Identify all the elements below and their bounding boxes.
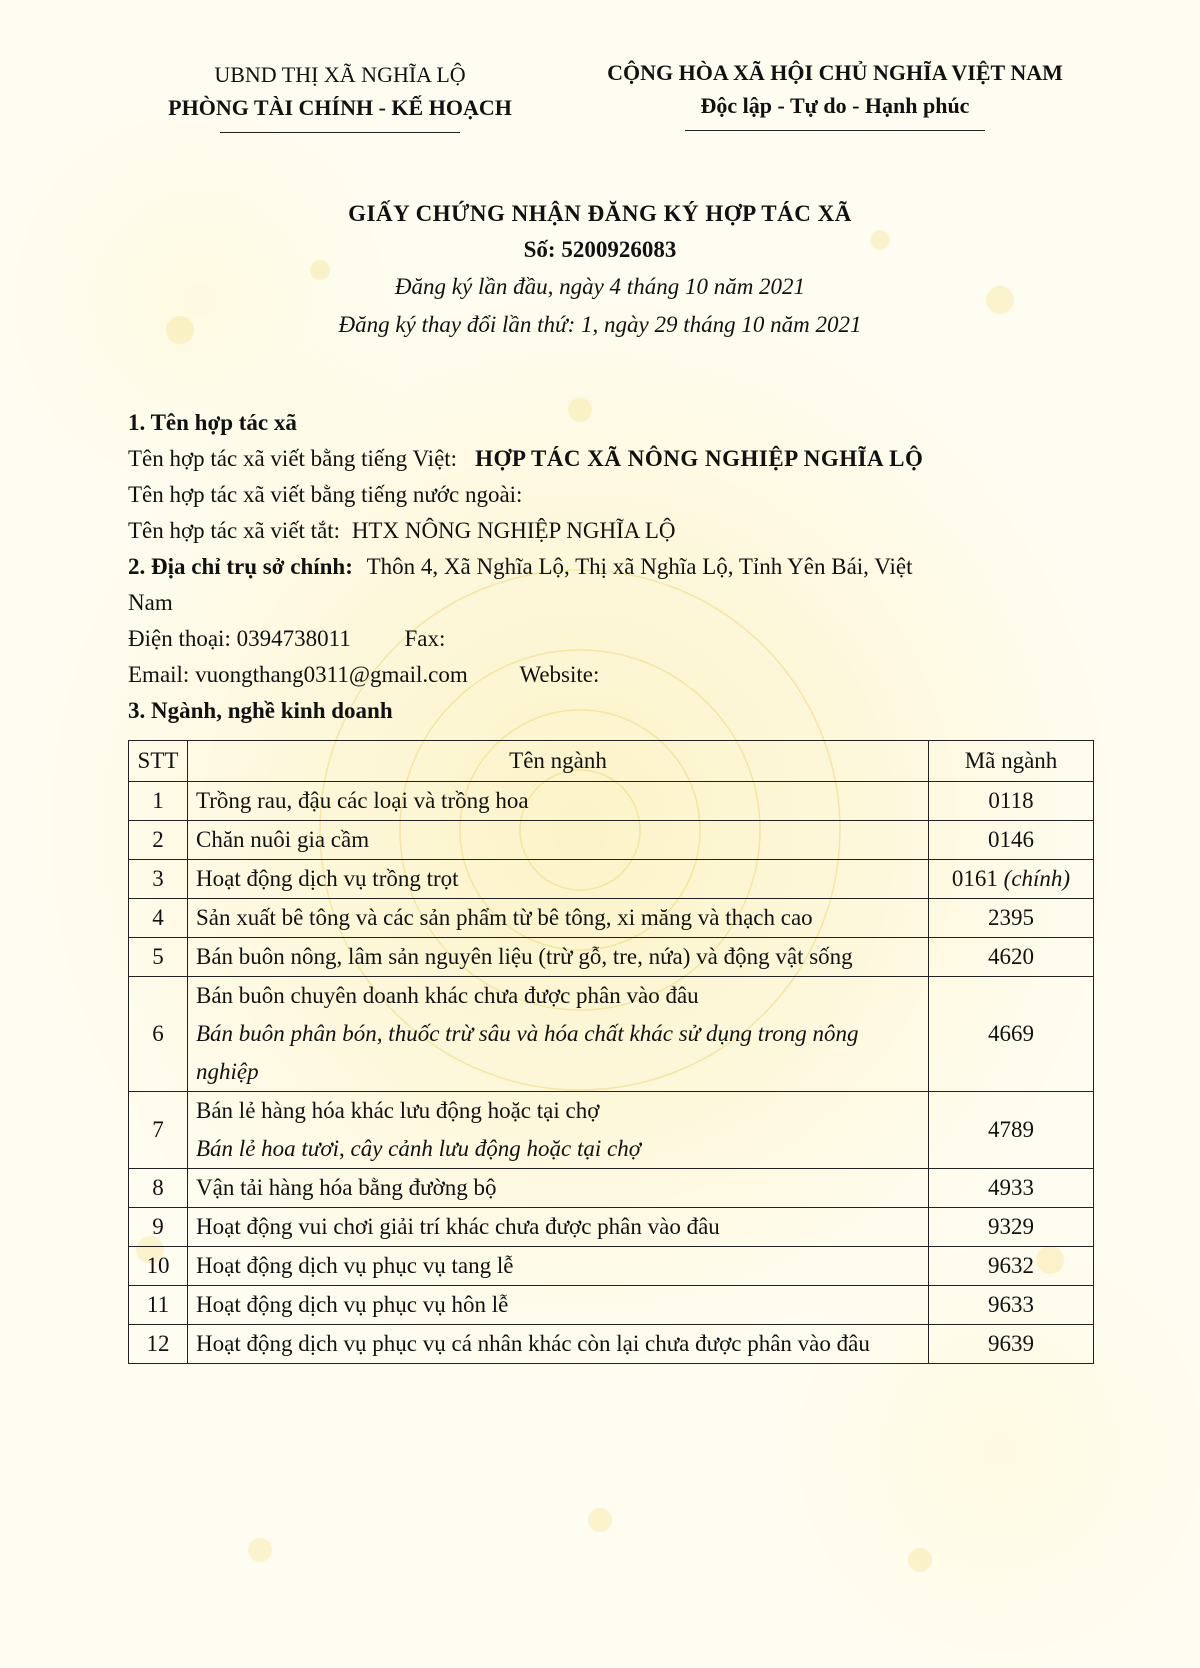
row-stt: 4 bbox=[129, 899, 188, 938]
row-business-code bbox=[929, 1247, 1094, 1286]
column-header-stt: STT bbox=[129, 741, 188, 782]
fax-label: Fax: bbox=[404, 626, 446, 651]
row-business-name bbox=[188, 1169, 929, 1208]
business-name-text: Hoạt động dịch vụ phục vụ tang lễ bbox=[196, 1253, 514, 1278]
section1-heading: 1. Tên hợp tác xã bbox=[128, 410, 297, 435]
table-row bbox=[129, 821, 1094, 860]
column-header-name: Tên ngành bbox=[188, 741, 929, 782]
short-name-row bbox=[128, 513, 1078, 549]
issuer-header bbox=[140, 58, 540, 133]
business-name-text: Hoạt động vui chơi giải trí khác chưa được phân vào đâu bbox=[196, 1214, 720, 1239]
website-label: Website: bbox=[519, 662, 600, 687]
row-business-code bbox=[929, 977, 1094, 1092]
row-business-name bbox=[188, 860, 929, 899]
national-motto: Độc lập - Tự do - Hạnh phúc bbox=[700, 93, 970, 118]
business-code-text: 9633 bbox=[988, 1292, 1034, 1317]
business-code-text: 4933 bbox=[988, 1175, 1034, 1200]
section3-heading: 3. Ngành, nghề kinh doanh bbox=[128, 698, 393, 723]
address-line1: Thôn 4, Xã Nghĩa Lộ, Thị xã Nghĩa Lộ, Tỉnh Yên Bái, Việt bbox=[366, 554, 913, 579]
business-name-text: Trồng rau, đậu các loại và trồng hoa bbox=[196, 788, 529, 813]
primary-business-note: (chính) bbox=[1003, 866, 1071, 891]
certificate-number: Số: 5200926083 bbox=[523, 237, 677, 262]
phone-value: 0394738011 bbox=[236, 626, 351, 651]
row-business-name bbox=[188, 1325, 929, 1364]
national-title: CỘNG HÒA XÃ HỘI CHỦ NGHĨA VIỆT NAM bbox=[607, 60, 1063, 85]
row-business-name bbox=[188, 899, 929, 938]
national-divider bbox=[685, 130, 985, 131]
row-stt: 3 bbox=[129, 860, 188, 899]
row-stt: 5 bbox=[129, 938, 188, 977]
row-business-name bbox=[188, 1092, 929, 1169]
row-stt: 2 bbox=[129, 821, 188, 860]
table-row bbox=[129, 938, 1094, 977]
business-lines-table bbox=[128, 740, 1094, 1364]
row-business-name bbox=[188, 782, 929, 821]
row-business-name bbox=[188, 1247, 929, 1286]
certificate-body bbox=[128, 405, 1078, 729]
table-row bbox=[129, 1286, 1094, 1325]
business-name-text: Chăn nuôi gia cầm bbox=[196, 827, 370, 852]
row-stt: 7 bbox=[129, 1092, 188, 1169]
business-code-text: 9632 bbox=[988, 1253, 1034, 1278]
row-business-code bbox=[929, 1325, 1094, 1364]
row-business-code bbox=[929, 899, 1094, 938]
row-business-name bbox=[188, 821, 929, 860]
issuer-authority: UBND THỊ XÃ NGHĨA LỘ bbox=[214, 62, 466, 87]
business-code-text: 9329 bbox=[988, 1214, 1034, 1239]
row-stt: 9 bbox=[129, 1208, 188, 1247]
row-business-code bbox=[929, 821, 1094, 860]
table-row bbox=[129, 977, 1094, 1092]
business-detail-text: Bán buôn phân bón, thuốc trừ sâu và hóa chất khác sử dụng trong nông nghiệp bbox=[196, 1021, 859, 1084]
short-name-label: Tên hợp tác xã viết tắt: bbox=[128, 518, 341, 543]
business-name-text: Bán buôn chuyên doanh khác chưa được phân vào đâu bbox=[196, 983, 699, 1008]
business-code-text: 2395 bbox=[988, 905, 1034, 930]
foreign-name-label: Tên hợp tác xã viết bằng tiếng nước ngoài: bbox=[128, 482, 523, 507]
phone-label: Điện thoại: bbox=[128, 626, 231, 651]
email-value: vuongthang0311@gmail.com bbox=[195, 662, 468, 687]
business-code-text: 4669 bbox=[988, 1021, 1034, 1046]
section2-heading: 2. Địa chỉ trụ sở chính: bbox=[128, 554, 353, 579]
table-header-row bbox=[129, 741, 1094, 782]
table-row bbox=[129, 1092, 1094, 1169]
certificate-title-block bbox=[0, 196, 1200, 344]
business-name-text: Vận tải hàng hóa bằng đường bộ bbox=[196, 1175, 497, 1200]
business-code-text: 4620 bbox=[988, 944, 1034, 969]
first-registration-date: Đăng ký lần đầu, ngày 4 tháng 10 năm 2021 bbox=[394, 274, 806, 299]
business-name-text: Sản xuất bê tông và các sản phẩm từ bê tông, xi măng và thạch cao bbox=[196, 905, 813, 930]
table-row bbox=[129, 782, 1094, 821]
address-row bbox=[128, 549, 1078, 585]
row-business-name bbox=[188, 1286, 929, 1325]
business-name-text: Bán buôn nông, lâm sản nguyên liệu (trừ gỗ, tre, nứa) và động vật sống bbox=[196, 944, 853, 969]
table-row bbox=[129, 899, 1094, 938]
row-business-name bbox=[188, 1208, 929, 1247]
vn-name-value: HỢP TÁC XÃ NÔNG NGHIỆP NGHĨA LỘ bbox=[475, 446, 924, 471]
business-code-text: 0161 bbox=[951, 866, 998, 891]
row-business-code bbox=[929, 860, 1094, 899]
change-registration-date: Đăng ký thay đổi lần thứ: 1, ngày 29 tháng 10 năm 2021 bbox=[338, 312, 862, 337]
short-name-value: HTX NÔNG NGHIỆP NGHĨA LỘ bbox=[351, 518, 676, 543]
issuer-divider bbox=[220, 132, 460, 133]
business-code-text: 0118 bbox=[988, 788, 1034, 813]
row-business-code bbox=[929, 1169, 1094, 1208]
row-stt: 10 bbox=[129, 1247, 188, 1286]
vn-name-row bbox=[128, 441, 1078, 477]
row-stt: 11 bbox=[129, 1286, 188, 1325]
business-name-text: Hoạt động dịch vụ trồng trọt bbox=[196, 866, 459, 891]
national-header bbox=[565, 56, 1105, 131]
row-stt: 12 bbox=[129, 1325, 188, 1364]
row-business-code bbox=[929, 1286, 1094, 1325]
business-detail-text: Bán lẻ hoa tươi, cây cảnh lưu động hoặc tại chợ bbox=[196, 1136, 642, 1161]
email-label: Email: bbox=[128, 662, 190, 687]
vn-name-label: Tên hợp tác xã viết bằng tiếng Việt: bbox=[128, 446, 458, 471]
business-code-text: 9639 bbox=[988, 1331, 1034, 1356]
issuer-department: PHÒNG TÀI CHÍNH - KẾ HOẠCH bbox=[168, 95, 512, 120]
phone-row bbox=[128, 621, 1078, 657]
email-row bbox=[128, 657, 1078, 693]
row-business-code bbox=[929, 1208, 1094, 1247]
row-business-name bbox=[188, 977, 929, 1092]
row-stt: 8 bbox=[129, 1169, 188, 1208]
row-business-name bbox=[188, 938, 929, 977]
row-business-code bbox=[929, 938, 1094, 977]
business-name-text: Hoạt động dịch vụ phục vụ hôn lễ bbox=[196, 1292, 509, 1317]
row-business-code bbox=[929, 1092, 1094, 1169]
business-name-text: Bán lẻ hàng hóa khác lưu động hoặc tại chợ bbox=[196, 1098, 600, 1123]
table-row bbox=[129, 1169, 1094, 1208]
row-stt: 6 bbox=[129, 977, 188, 1092]
table-body bbox=[129, 782, 1094, 1364]
business-code-text: 0146 bbox=[988, 827, 1034, 852]
address-line2: Nam bbox=[128, 590, 173, 615]
business-code-text: 4789 bbox=[988, 1117, 1034, 1142]
table-row bbox=[129, 1325, 1094, 1364]
column-header-code: Mã ngành bbox=[929, 741, 1094, 782]
business-name-text: Hoạt động dịch vụ phục vụ cá nhân khác còn lại chưa được phân vào đâu bbox=[196, 1331, 870, 1356]
table-row bbox=[129, 1208, 1094, 1247]
certificate-title: GIẤY CHỨNG NHẬN ĐĂNG KÝ HỢP TÁC XÃ bbox=[348, 201, 852, 226]
table-row bbox=[129, 1247, 1094, 1286]
row-stt: 1 bbox=[129, 782, 188, 821]
table-row bbox=[129, 860, 1094, 899]
row-business-code bbox=[929, 782, 1094, 821]
